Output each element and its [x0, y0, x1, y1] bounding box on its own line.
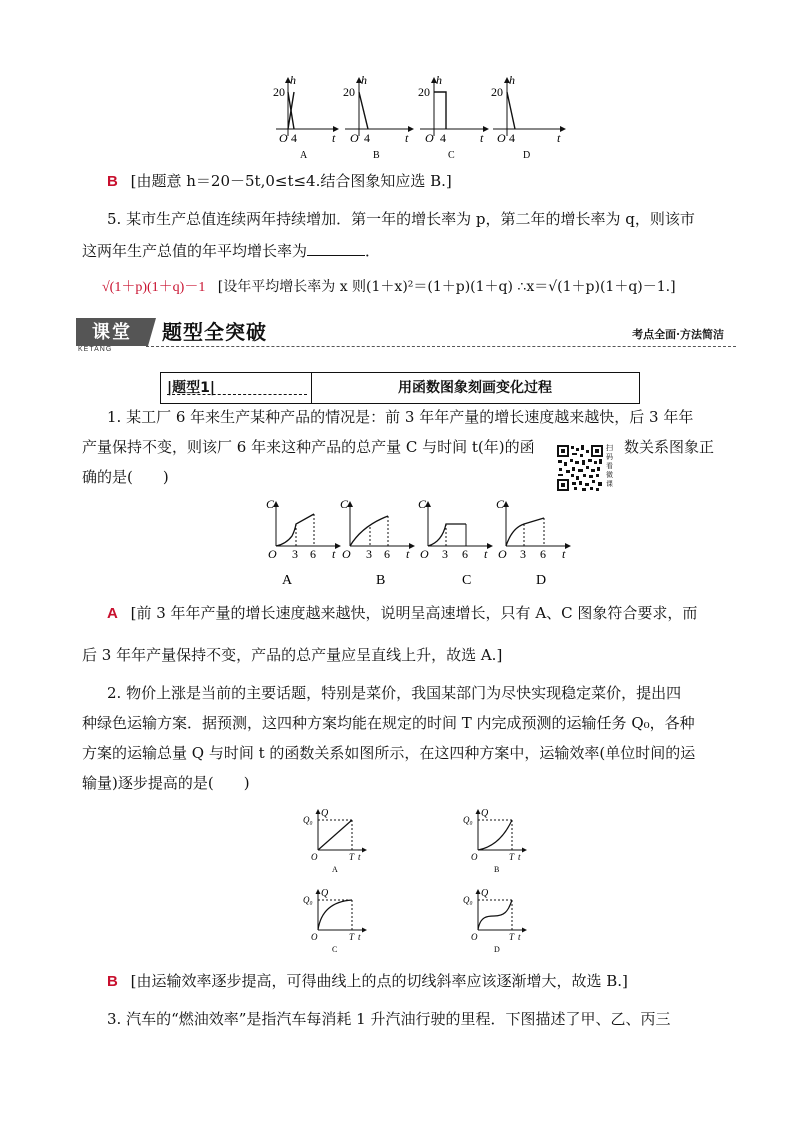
banner-rule	[146, 346, 736, 347]
type-box-underline	[167, 394, 307, 395]
graph-label-b: B	[373, 150, 380, 160]
q1-line2a: 产量保持不变，则该厂 6 年来这种产品的总产量 C 与时间 t(年)的函	[82, 438, 535, 456]
q2-line4: 输量)逐步提高的是( )	[82, 774, 250, 792]
t-axis-label: t	[405, 131, 409, 145]
tick-3: 3	[366, 547, 372, 561]
graph-label-a: A	[300, 150, 308, 160]
q-axis-label: Q	[481, 808, 489, 819]
q2-line1: 2. 物价上涨是当前的主要话题，特别是菜价，我国某部门为尽快实现稳定菜价，提出四	[107, 684, 682, 702]
q2-answer: B	[107, 973, 118, 990]
graph-label-c: C	[448, 150, 455, 160]
top-graph-c	[418, 74, 488, 160]
type-box	[160, 372, 640, 404]
type-box-tag: |题型1|	[167, 380, 215, 396]
q1-answer-line	[107, 602, 697, 625]
q-axis-label: Q	[321, 888, 329, 899]
q4-answer: B	[107, 173, 118, 190]
T-label: T	[509, 852, 515, 862]
tick-6: 6	[384, 547, 390, 561]
y-tick-label: 20	[491, 85, 503, 99]
q5-line2-text: 这两年生产总值的年平均增长率为	[82, 242, 308, 260]
t-axis-label: t	[406, 547, 410, 561]
q0-label: Q₀	[303, 895, 313, 905]
q1-answer: A	[107, 605, 118, 622]
q5-line2	[82, 240, 380, 262]
section-banner	[76, 318, 736, 356]
q-axis-label: Q	[481, 888, 489, 899]
banner-subtitle: 考点全面·方法简洁	[632, 328, 724, 341]
x-tick-label: 4	[291, 131, 297, 145]
q2-graph-a	[303, 808, 366, 874]
q0-label: Q₀	[463, 895, 473, 905]
q2-line2: 种绿色运输方案．据预测，这四种方案均能在规定的时间 T 内完成预测的运输任务 Q₀，各种	[82, 714, 695, 732]
t-axis-label: t	[518, 852, 521, 862]
h-axis-label: h	[509, 74, 515, 87]
x-tick-label: 4	[364, 131, 370, 145]
origin-label: O	[350, 131, 359, 145]
h-axis-label: h	[361, 74, 367, 87]
graph-label-c: C	[462, 573, 472, 588]
x-tick-label: 4	[440, 131, 446, 145]
y-tick-label: 20	[418, 85, 430, 99]
top-graph-d	[491, 74, 565, 160]
origin-label: O	[311, 932, 318, 942]
t-axis-label: t	[518, 932, 521, 942]
q2-graph-c	[303, 888, 366, 954]
q5-line1: 5. 某市生产总值连续两年持续增加．第一年的增长率为 p，第二年的增长率为 q，则该市	[107, 210, 695, 228]
h-axis-label: h	[436, 74, 442, 87]
q2-graph-b	[463, 808, 526, 874]
q4-answer-line	[107, 170, 452, 193]
type-box-title: 用函数图象刻画变化过程	[398, 380, 552, 396]
q1-line2b: 数关系图象正	[624, 438, 715, 456]
y-tick-label: 20	[343, 85, 355, 99]
q2-explanation: [由运输效率逐步提高，可得曲线上的点的切线斜率应该逐渐增大，故选 B.]	[130, 972, 628, 990]
q2-graphs	[300, 806, 540, 956]
t-axis-label: t	[484, 547, 488, 561]
graph-label-c: C	[332, 945, 338, 954]
q1-line1: 1. 某工厂 6 年来生产某种产品的情况是：前 3 年年产量的增长速度越来越快，后 3 年年	[107, 408, 694, 426]
graph-label-d: D	[536, 573, 547, 588]
q1-exp-line2: 后 3 年年产量保持不变，产品的总产量应呈直线上升，故选 A.]	[82, 646, 503, 664]
graph-label-d: D	[523, 150, 531, 160]
c-axis-label: C	[266, 497, 275, 511]
origin-label: O	[498, 547, 507, 561]
q1-graphs	[262, 496, 582, 592]
q1-graph-c	[418, 497, 492, 588]
q2-answer-line	[107, 970, 628, 993]
top-graphs	[268, 74, 568, 160]
graph-label-b: B	[376, 573, 386, 588]
tick-3: 3	[520, 547, 526, 561]
q5-answer: √(1＋p)(1＋q)－1	[102, 280, 206, 295]
q1-graph-b	[340, 497, 414, 588]
t-axis-label: t	[557, 131, 561, 145]
banner-heading: 题型全突破	[162, 320, 267, 344]
c-axis-label: C	[418, 497, 427, 511]
q3-line1: 3. 汽车的“燃油效率”是指汽车每消耗 1 升汽油行驶的里程．下图描述了甲、乙、丙三	[107, 1010, 671, 1028]
origin-label: O	[311, 852, 318, 862]
origin-label: O	[425, 131, 434, 145]
t-axis-label: t	[332, 547, 336, 561]
t-axis-label: t	[358, 932, 361, 942]
t-axis-label: t	[332, 131, 336, 145]
q1-line3: 确的是( )	[82, 468, 169, 486]
q2-graph-d	[463, 888, 526, 954]
q1-graph-d	[496, 497, 570, 588]
t-axis-label: t	[358, 852, 361, 862]
top-graph-a	[273, 74, 338, 160]
t-axis-label: t	[480, 131, 484, 145]
banner-title-cn: 课堂	[76, 318, 148, 346]
T-label: T	[349, 852, 355, 862]
graph-label-a: A	[282, 573, 293, 588]
origin-label: O	[420, 547, 429, 561]
q1-exp-line1: [前 3 年年产量的增长速度越来越快，说明呈高速增长，只有 A、C 图象符合要求，而	[130, 604, 698, 622]
origin-label: O	[268, 547, 277, 561]
q5-answer-line	[102, 276, 676, 299]
type-box-tag-cell	[161, 373, 312, 403]
q0-label: Q₀	[463, 815, 473, 825]
q0-label: Q₀	[303, 815, 313, 825]
qr-caption: 扫码看微课	[606, 444, 613, 488]
graph-label-a: A	[332, 865, 338, 874]
q-axis-label: Q	[321, 808, 329, 819]
top-graph-b	[343, 74, 413, 160]
origin-label: O	[471, 852, 478, 862]
q1-graph-a	[266, 497, 340, 588]
tick-6: 6	[462, 547, 468, 561]
tick-6: 6	[310, 547, 316, 561]
origin-label: O	[471, 932, 478, 942]
x-tick-label: 4	[509, 131, 515, 145]
origin-label: O	[279, 131, 288, 145]
y-tick-label: 20	[273, 85, 285, 99]
origin-label: O	[497, 131, 506, 145]
t-axis-label: t	[562, 547, 566, 561]
q5-line2-end: ．	[365, 242, 381, 260]
q5-explanation: [设年平均增长率为 x 则(1＋x)²＝(1＋p)(1＋q) ∴x＝√(1＋p)(1＋q)－1.]	[217, 279, 676, 295]
q2-line3: 方案的运输总量 Q 与时间 t 的函数关系如图所示，在这四种方案中，运输效率(单位时间的运	[82, 744, 696, 762]
banner-wedge	[148, 318, 156, 346]
tick-3: 3	[292, 547, 298, 561]
c-axis-label: C	[496, 497, 505, 511]
tick-3: 3	[442, 547, 448, 561]
graph-label-d: D	[494, 945, 500, 954]
banner-pinyin: KETANG	[78, 346, 113, 353]
q4-explanation: [由题意 h＝20－5t,0≤t≤4.结合图象知应选 B.]	[130, 172, 452, 190]
origin-label: O	[342, 547, 351, 561]
h-axis-label: h	[290, 74, 296, 87]
c-axis-label: C	[340, 497, 349, 511]
tick-6: 6	[540, 547, 546, 561]
q5-blank	[307, 241, 365, 256]
T-label: T	[509, 932, 515, 942]
qr-code-icon[interactable]	[556, 444, 604, 492]
T-label: T	[349, 932, 355, 942]
graph-label-b: B	[494, 865, 500, 874]
